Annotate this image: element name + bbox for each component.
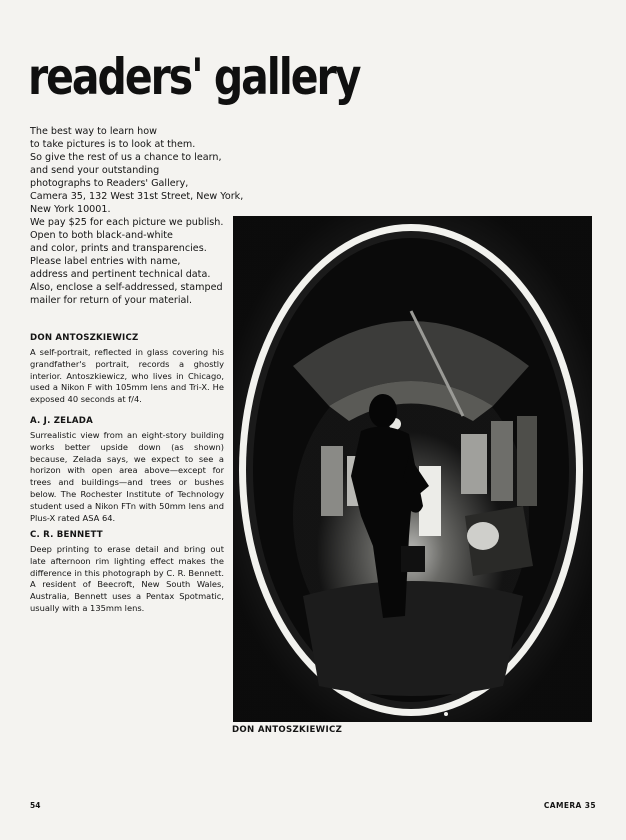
photo-credit: DON ANTOSZKIEWICZ (232, 725, 343, 735)
caption-bennett (30, 530, 224, 615)
intro-line: Camera 35, 132 West 31st Street, New York, (30, 191, 244, 202)
intro-line: We pay $25 for each picture we publish. (30, 217, 224, 228)
caption-photographer-name: C. R. BENNETT (30, 530, 103, 540)
intro-line: Also, enclose a self-addressed, stamped (30, 282, 223, 293)
intro-line: address and pertinent technical data. (30, 269, 211, 280)
page-number: 54 (30, 801, 41, 810)
caption-description: Surrealistic view from an eight-story building works better upside down (as shown) because, Zelada says, we expect to see a horizon with open area above—except for trees and buildings—and trees or bushes below. The Rochester Institute of Technology student used a Nikon FTn with 50mm lens and Plus-X rated ASA 64. (30, 430, 224, 523)
intro-line: So give the rest of us a chance to learn, (30, 152, 222, 163)
caption-antoszkiewicz (30, 333, 224, 406)
intro-line: The best way to learn how (30, 126, 157, 137)
caption-photographer-name: A. J. ZELADA (30, 416, 93, 426)
intro-line: and color, prints and transparencies. (30, 243, 207, 254)
caption-description: A self-portrait, reflected in glass covering his grandfather's portrait, records a ghostly interior. Antoszkiewicz, who lives in Chicago, used a Nikon F with 105mm lens and Tri-X. He exposed 40 seconds at f/4. (30, 347, 224, 405)
intro-paragraph (30, 125, 244, 307)
intro-line: mailer for return of your material. (30, 295, 193, 306)
caption-photographer-name: DON ANTOSZKIEWICZ (30, 333, 139, 343)
intro-line: to take pictures is to look at them. (30, 139, 196, 150)
intro-line: Open to both black-and-white (30, 230, 173, 241)
magazine-name: CAMERA 35 (543, 801, 596, 810)
intro-line: and send your outstanding (30, 165, 160, 176)
page-title: readers' gallery (28, 48, 360, 106)
intro-line: Please label entries with name, (30, 256, 181, 267)
intro-line: New York 10001. (30, 204, 111, 215)
intro-line: photographs to Readers' Gallery, (30, 178, 189, 189)
caption-zelada (30, 416, 224, 524)
mirror-photo-illustration (233, 216, 592, 722)
caption-description: Deep printing to erase detail and bring out late afternoon rim lighting effect makes the difference in this photograph by C. R. Bennett. A resident of Beecroft, New South Wales, Australia, Bennett uses a Pentax Spotmatic, usually with a 135mm lens. (30, 544, 224, 613)
mirror-photograph (233, 216, 592, 722)
